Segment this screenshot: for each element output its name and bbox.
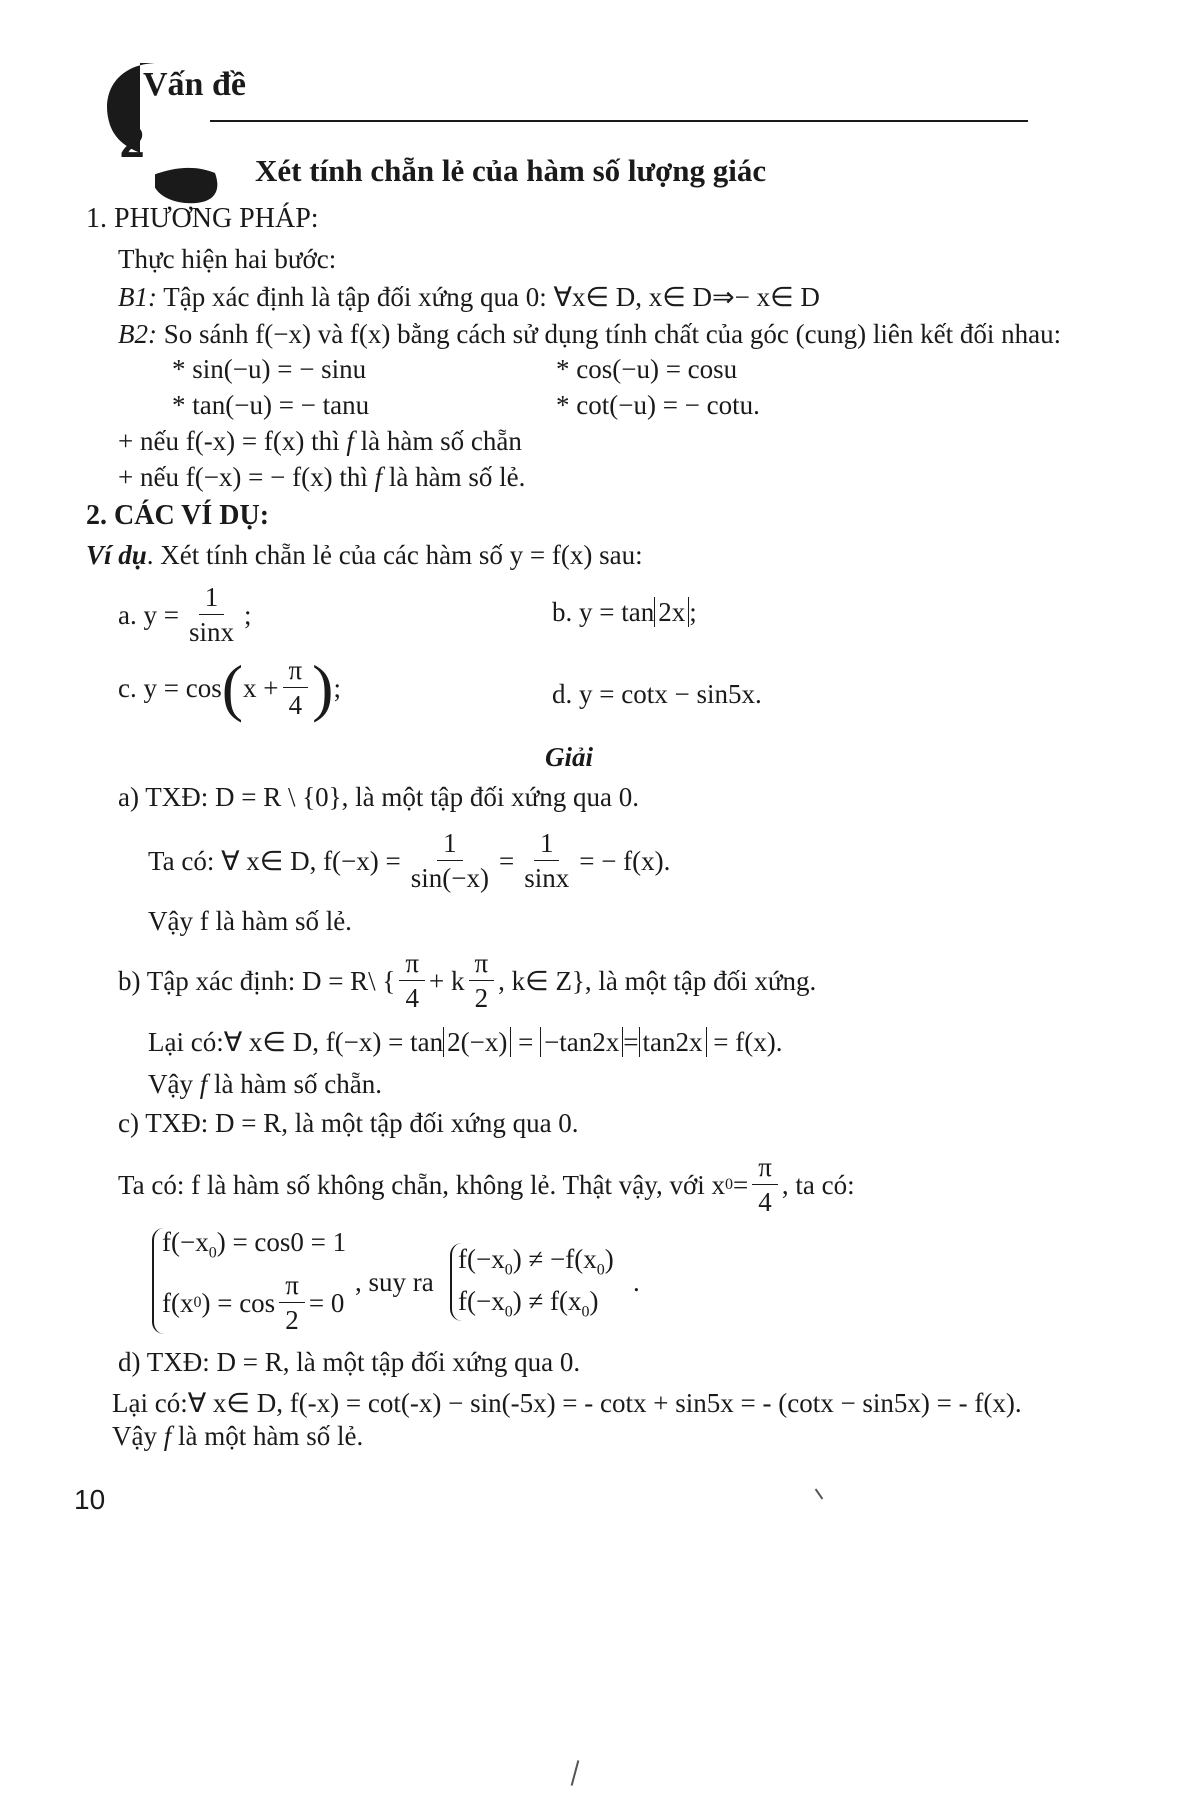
solution-heading: Giải [545, 742, 594, 772]
step-b1: B1: Tập xác định là tập đối xứng qua 0: ∀x∈ D, x∈ D⇒− x∈ D [118, 282, 820, 312]
solution-b-domain: b) Tập xác định: D = R\ { $\frac{\pi}{4}$ + k $\frac{\pi}{2}$ , k∈ Z}, là một tập đối xứng. [118, 948, 817, 1013]
section-number: 2 [120, 118, 145, 167]
solution-a-calc: Ta có: ∀ x∈ D, f(−x) = $\frac{1}{\sin(-x)}$ = $\frac{1}{\sin x}$ = − f(x). [148, 828, 671, 893]
solution-a-conclusion: Vậy f là hàm số lẻ. [148, 906, 352, 936]
system-end-period: . [633, 1267, 640, 1297]
identity-cos: * cos(−u) = cosu [556, 354, 738, 384]
solution-d-conclusion: Vậy f là một hàm số lẻ. [112, 1421, 364, 1451]
example-c: c. y = cos ( x + $\frac{\pi}{4}$ ) ; [118, 651, 341, 723]
identity-tan: * tan(−u) = − tanu [172, 390, 370, 420]
system2-line2: $f(-x_0) \ne f(x_0)$ [458, 1286, 599, 1321]
solution-c-domain: c) TXĐ: D = R, là một tập đối xứng qua 0. [118, 1108, 579, 1138]
scan-mark [815, 1489, 824, 1500]
solution-c-claim: Ta có: f là hàm số không chẵn, không lẻ. Thật vậy, với x 0 = $\frac{\pi}{4}$ , ta có: [118, 1152, 855, 1217]
identity-sin: * sin(−u) = − sinu [172, 354, 367, 384]
example-d: d. y = cotx − sin5x. [552, 679, 762, 709]
system1-line2: f(x 0 ) = cos $\frac{\pi}{2}$ = 0 [162, 1270, 345, 1335]
system1-line1: $f(-x_0) = \cos 0 = 1$ [162, 1227, 347, 1262]
solution-a-domain: a) TXĐ: D = R \ {0}, là một tập đối xứng qua 0. [118, 782, 639, 812]
example-a: a. y = $\frac{1}{\sin x}$ ; [118, 582, 252, 647]
system2-line1: $f(-x_0) \ne -f(x_0)$ [458, 1244, 614, 1279]
header-rule [210, 120, 1028, 122]
heading-method: 1. PHƯƠNG PHÁP: [86, 203, 319, 234]
identity-cot: * cot(−u) = − cotu. [556, 390, 760, 420]
heading-examples: 2. CÁC VÍ DỤ: [86, 500, 270, 531]
section-title: Xét tính chẵn lẻ của hàm số lượng giác [255, 153, 767, 188]
method-intro: Thực hiện hai bước: [118, 244, 337, 274]
solution-d-domain: d) TXĐ: D = R, là một tập đối xứng qua 0. [118, 1347, 581, 1377]
fraction-a: $\frac{1}{\sin x}$ [188, 582, 234, 647]
example-statement: Ví dụ. Xét tính chẵn lẻ của các hàm số y = f(x) sau: [86, 540, 643, 570]
example-b: b. y = tan 2x ; [552, 597, 697, 627]
solution-b-conclusion: Vậy f là hàm số chẵn. [148, 1069, 382, 1099]
solution-b-calc: Lại có:∀ x∈ D, f(−x) = tan 2(−x) = −tan2x = tan2x = f(x). [148, 1027, 783, 1057]
rule-odd: + nếu f(−x) = − f(x) thì f là hàm số lẻ. [118, 462, 526, 492]
page-number: 10 [74, 1484, 106, 1515]
rule-even: + nếu f(-x) = f(x) thì f là hàm số chẵn [118, 426, 522, 456]
section-label: Vấn đề [143, 66, 246, 103]
scan-mark [571, 1760, 580, 1786]
step-b2: B2: So sánh f(−x) và f(x) bằng cách sử dụng tính chất của góc (cung) liên kết đối nhau: [118, 319, 1062, 349]
solution-d-calc: Lại có:∀ x∈ D, f(-x) = cot(-x) − sin(-5x) = - cotx + sin5x = - (cotx − sin5x) = - f(x). [112, 1388, 1022, 1418]
suy-ra: , suy ra [355, 1267, 434, 1297]
